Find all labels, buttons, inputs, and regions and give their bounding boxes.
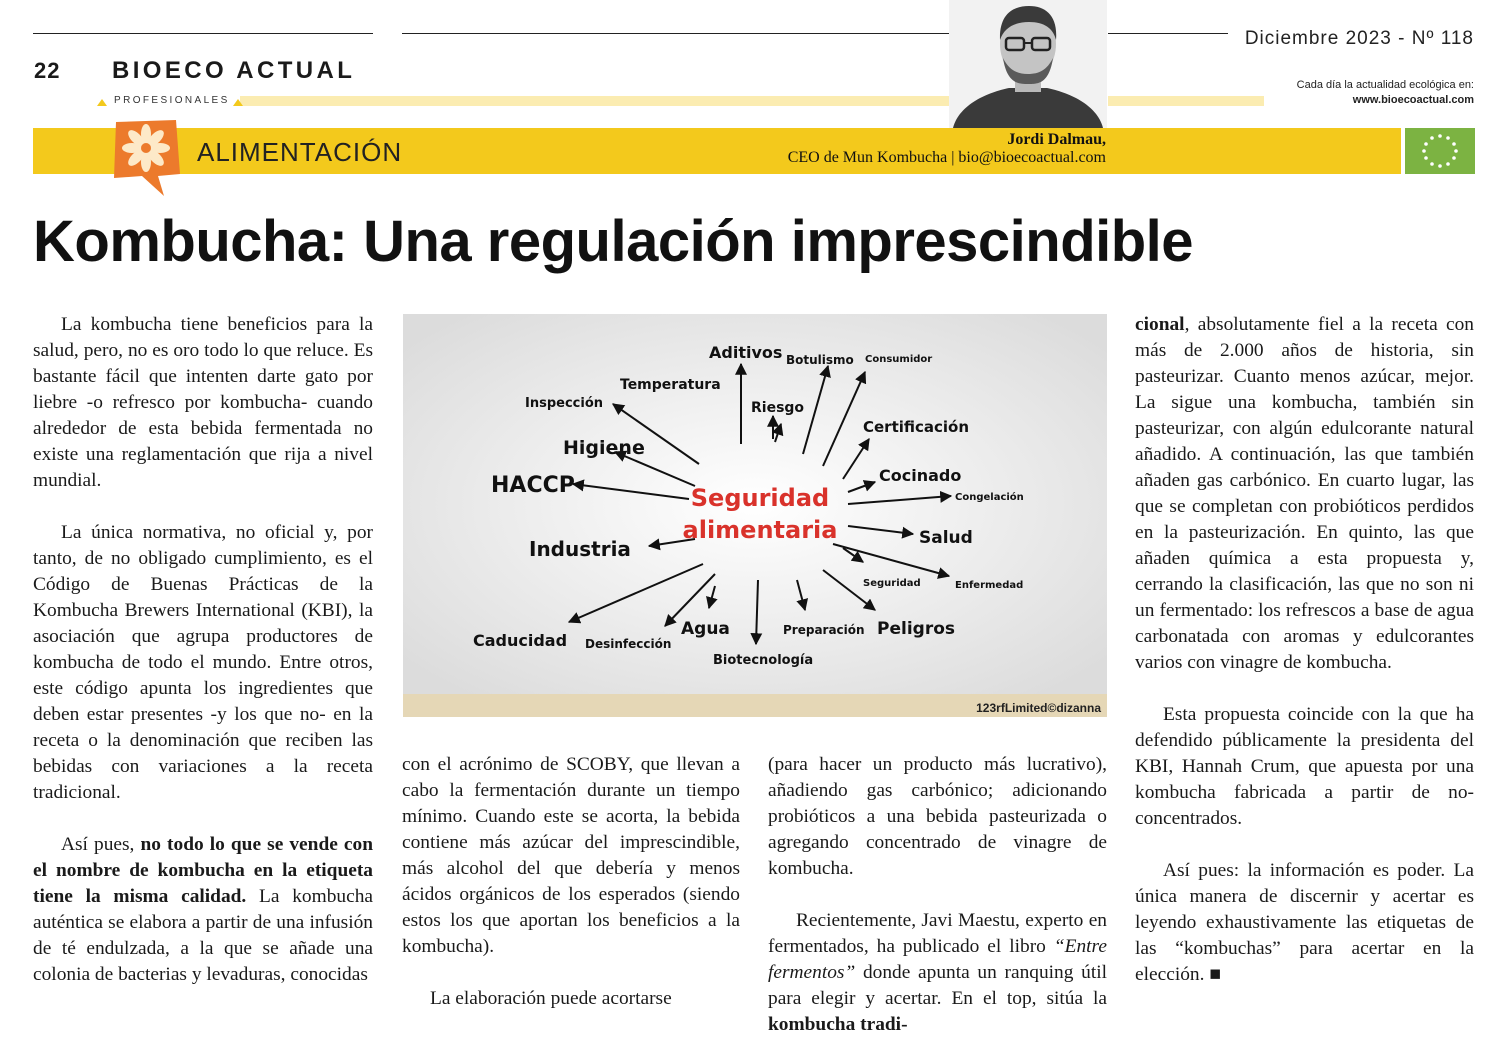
paragraph: Esta propuesta coincide con la que ha defendido públicamente la presidenta del KBI, Hannah Crum, que apuesta por una kombucha fabricada a partir de no-concentrados. [1135,704,1474,829]
label-consumidor: Consumidor [865,354,933,365]
label-aditivos: Aditivos [709,343,783,362]
article-headline: Kombucha: Una regulación imprescindible [33,209,1194,274]
top-rule-left [33,33,373,34]
article-column-3 [768,752,1107,1038]
label-agua: Agua [681,619,730,639]
paragraph [1135,858,1474,988]
paragraph: La única normativa, no oficial y, por tanto, de no obligado cumplimiento, es el Código de Buenas Prácticas de la Kombucha Brewers International (KBI), la asociación que agrupa productores de kombucha de todo el mundo. Entre otros, este código apunta los ingredientes que deben estar presentes -y los que no- en la receta o la denominación que reciben las bebidas con variaciones a la receta tradicional. [33,522,373,803]
text-run: Así pues: la información es poder. La única manera de discernir y acertar es leyendo exhaustivamente las etiquetas de las “kombuchas” para acertar en la elección. [1135,860,1474,985]
page-number: 22 [34,58,61,83]
book-title: “Entre fermentos” [768,936,1107,983]
paragraph [768,908,1107,1038]
bold-run: cional [1135,314,1185,335]
text-run: Recientemente, Javi Maestu, experto en fermentados, ha publicado el libro [768,910,1107,957]
label-enfermedad: Enfermedad [955,580,1024,591]
header-yellow-strip-right [1108,96,1264,106]
bold-run: kombucha tradi- [768,1014,908,1035]
label-salud: Salud [919,528,973,548]
author-photo [949,0,1107,128]
flower-speech-icon [106,116,184,198]
label-botulismo: Botulismo [786,353,854,367]
brand-subtitle: PROFESIONALES [114,95,230,106]
article-figure [403,314,1107,717]
tagline-text: Cada día la actualidad ecológica en: [1296,79,1474,91]
mindmap-diagram [403,314,1107,717]
paragraph: La kombucha tiene beneficios para la salud, pero, no es oro todo lo que reluce. Es bastante fácil que intenten darte gato por liebre -o refresco por kombucha- cuando alrededor de esta bebida fermentada no existe una reglamentación que rija a nivel mundial. [33,314,373,491]
image-credit: 123rfLimited©dizanna [976,701,1101,715]
paragraph: La elaboración puede acortarse [430,988,672,1009]
issue-date: Diciembre 2023 - Nº 118 [1244,28,1474,49]
label-desinfeccion: Desinfección [585,637,672,651]
label-seguridad: Seguridad [863,578,921,589]
label-higiene: Higiene [563,437,645,459]
author-byline [788,131,1106,167]
label-certificacion: Certificación [863,418,970,436]
author-name: Jordi Dalmau, [1007,131,1106,148]
yellow-triangle-right [233,99,243,106]
paragraph [33,832,373,988]
label-caducidad: Caducidad [473,631,568,650]
brand-title: BIOECO ACTUAL [112,57,356,84]
eu-organic-logo-icon [1405,128,1475,174]
text-run: , absolutamente fiel a la receta con más de 2.000 años de historia, sin pasteurizar. Cuanto menos azúcar, mejor. La sigue una kombucha, también sin pasteurizar, con algún edulcorante natural añadido. A continuación, las que también añaden gas carbónico. En cuarto lugar, las que se completan con probióticos perdidos en la pasteurización. En quinto, las que añaden química a esta propuesta y, cerrando la clasificación, las que no son ni un fermentado: los refrescos a base de agua carbonatada con aromas y edulcorantes varios con vinagre de kombucha. [1135,314,1474,673]
label-temperatura: Temperatura [620,377,721,393]
website-link[interactable]: www.bioecoactual.com [1352,94,1474,106]
article-column-1 [33,312,373,988]
article-column-2 [402,752,740,1012]
label-peligros: Peligros [877,619,955,639]
header-yellow-strip [240,96,949,106]
article-column-4 [1135,312,1474,988]
center-label-line-1: Seguridad [690,484,830,512]
bold-run: no todo lo que se vende con el nombre de kombucha en la etiqueta tiene la misma calidad. [33,834,374,907]
paragraph [1135,312,1474,676]
yellow-triangle-left [97,99,107,106]
label-industria: Industria [529,537,631,561]
text-run: Así pues, [61,834,141,855]
center-label-line-2: alimentaria [682,516,838,544]
author-role: CEO de Mun Kombucha | bio@bioecoactual.com [787,149,1106,166]
tagline [1297,78,1474,108]
label-haccp: HACCP [491,473,575,498]
text-run: La kombucha auténtica se elabora a partir de una infusión de té endulzada, a la que se añade una colonia de bacterias y levaduras, conocidas [33,886,373,985]
end-mark-icon: ■ [1209,964,1222,985]
top-rule-right [1108,33,1228,34]
paragraph: con el acrónimo de SCOBY, que llevan a cabo la fermentación durante un tiempo mínimo. Cuando este se acorta, la bebida contiene más azúcar del imprescindible, más alcohol del que debería y menos ácidos orgánicos de los esperados (siendo estos los que aportan los beneficios a la kombucha). [402,754,740,957]
label-congelacion: Congelación [955,492,1024,503]
text-run: donde apunta un ranquing útil para elegir y acertar. En el top, sitúa la [768,962,1107,1009]
label-cocinado: Cocinado [879,466,962,485]
label-preparacion: Preparación [783,623,865,637]
section-label: ALIMENTACIÓN [197,137,403,167]
label-biotecnologia: Biotecnología [713,653,814,668]
label-inspeccion: Inspección [525,396,604,411]
label-riesgo: Riesgo [751,400,805,416]
paragraph: (para hacer un producto más lucrativo), añadiendo gas carbónico; adicionando probióticos a una bebida pasteurizada o agregando concentrado de vinagre de kombucha. [768,754,1107,879]
top-rule-middle [402,33,949,34]
